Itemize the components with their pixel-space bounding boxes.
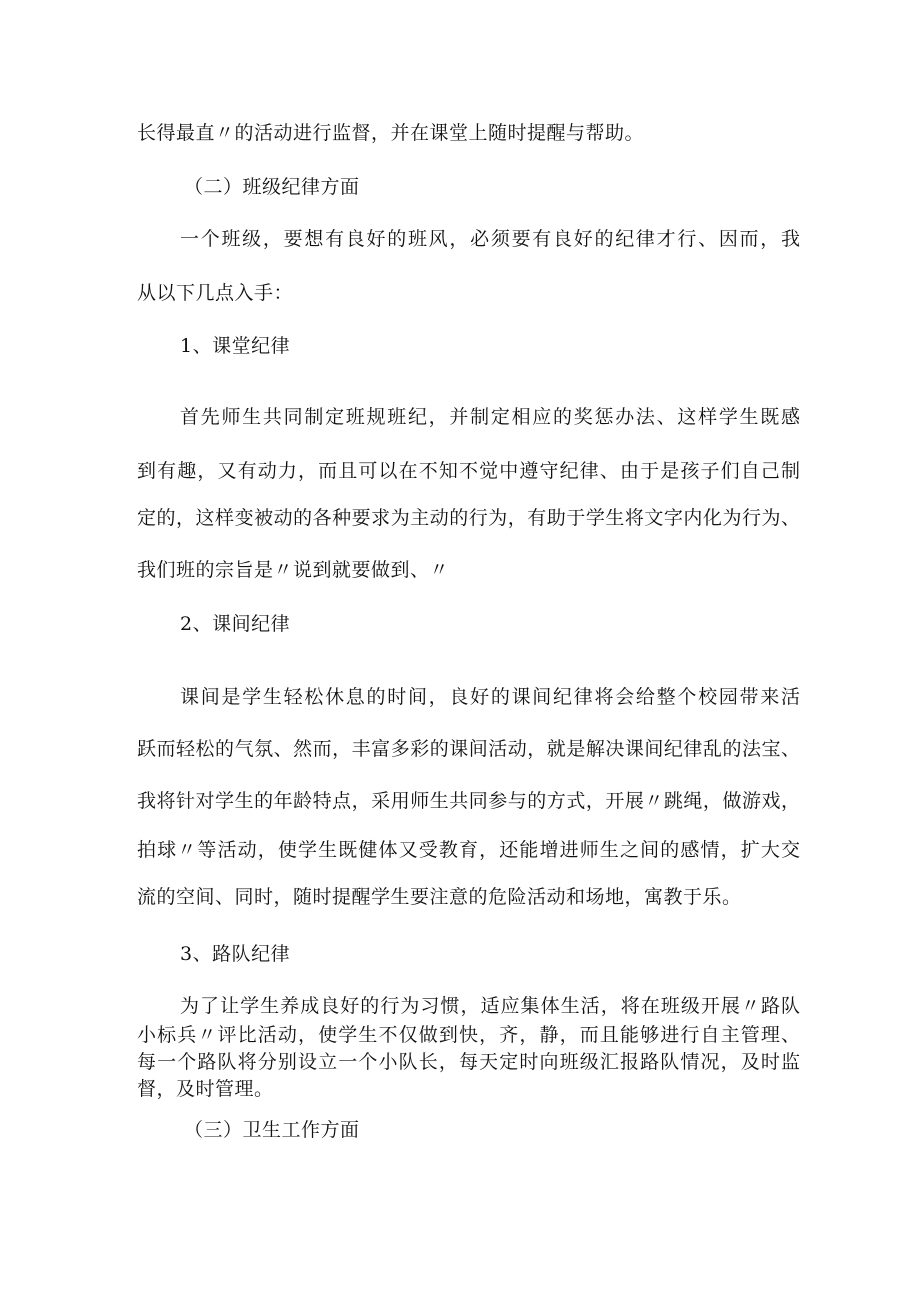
text-line: 首先师生共同制定班规班纪，并制定相应的奖惩办法、这样学生既感 <box>180 406 800 428</box>
subsection-heading: 1、课堂纪律 <box>180 335 291 357</box>
text-line: 我将针对学生的年龄特点，采用师生共同参与的方式，开展〃跳绳，做游戏， <box>137 790 800 812</box>
text-line: 为了让学生养成良好的行为习惯，适应集体生活，将在班级开展〃路队 <box>180 995 800 1017</box>
text-line: 每一个路队将分别设立一个小队长，每天定时向班级汇报路队情况，及时监 <box>137 1051 800 1073</box>
text-line: 拍球〃等活动，使学生既健体又受教育，还能增进师生之间的感情，扩大交 <box>137 839 800 861</box>
text-line: 一个班级，要想有良好的班风，必须要有良好的纪律才行、因而，我 <box>180 228 800 250</box>
text-line: 跃而轻松的气氛、然而，丰富多彩的课间活动，就是解决课间纪律乱的法宝、 <box>137 738 800 760</box>
text-line: 流的空间、同时，随时提醒学生要注意的危险活动和场地，寓教于乐。 <box>137 886 742 908</box>
text-line: 定的，这样变被动的各种要求为主动的行为，有助于学生将文字内化为行为、 <box>137 507 800 529</box>
text-line: 我们班的宗旨是〃说到就要做到、〃 <box>137 559 450 581</box>
text-line: 课间是学生轻松休息的时间，良好的课间纪律将会给整个校园带来活 <box>180 686 800 708</box>
text-line: 长得最直〃的活动进行监督，并在课堂上随时提醒与帮助。 <box>137 122 645 144</box>
section-heading: （三）卫生工作方面 <box>184 1119 360 1141</box>
subsection-heading: 3、路队纪律 <box>180 943 291 965</box>
subsection-heading: 2、课间纪律 <box>180 613 291 635</box>
text-line: 从以下几点入手： <box>137 282 294 304</box>
text-line: 小标兵〃评比活动，使学生不仅做到快，齐，静，而且能够进行自主管理、 <box>137 1024 800 1046</box>
section-heading: （二）班级纪律方面 <box>184 176 360 198</box>
text-line: 督，及时管理。 <box>137 1078 274 1100</box>
text-line: 到有趣，又有动力，而且可以在不知不觉中遵守纪律、由于是孩子们自己制 <box>137 460 800 482</box>
